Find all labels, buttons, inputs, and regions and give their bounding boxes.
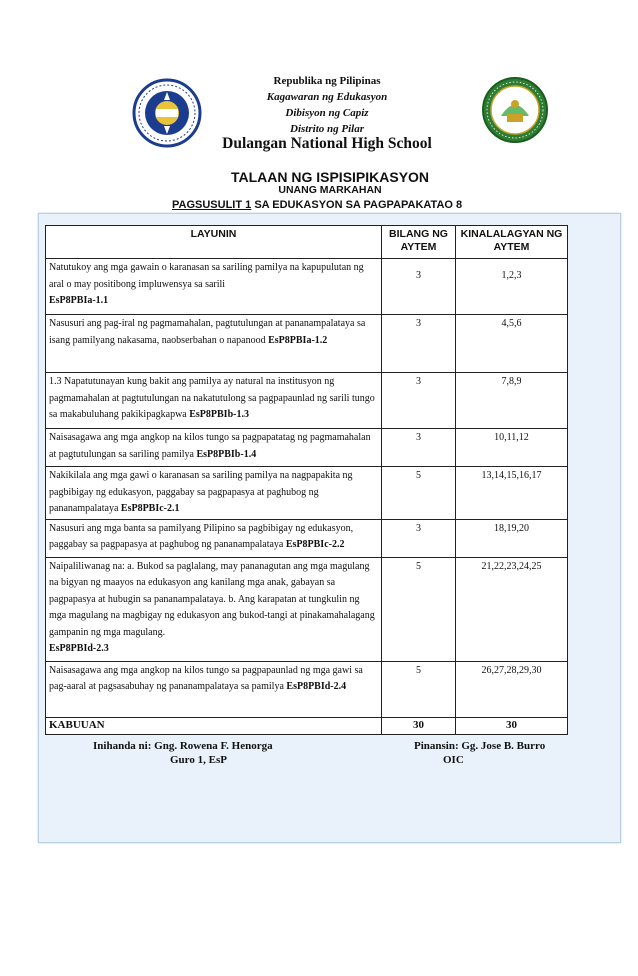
noted-by-title: OIC xyxy=(443,754,464,766)
item-numbers: 26,27,28,29,30 xyxy=(456,661,568,717)
competency-code: EsP8PBIc-2.1 xyxy=(120,503,180,514)
table-row xyxy=(46,519,568,557)
item-numbers: 7,8,9 xyxy=(456,373,568,429)
item-numbers: 18,19,20 xyxy=(456,519,568,557)
table-row xyxy=(46,429,568,467)
table-row xyxy=(46,467,568,520)
item-count: 3 xyxy=(382,373,456,429)
objective-text: Naipaliliwanag na: a. Bukod sa paglalang, may pananagutan ang mga magulang na bigyan ng maayos na edukasyon ang kanilang mga anak, gabayan sa pagpapasya at hubugin sa pananampalataya. b. Ang karapatan at tungkulin ng mga magulang na magbigay ng edukasyon ang bukod-tangi at pinakamahalagang gampanin ng mga magulang. xyxy=(49,560,375,638)
objective-cell xyxy=(46,519,382,557)
competency-code: EsP8PBId-2.4 xyxy=(286,681,347,692)
table-row xyxy=(46,259,568,315)
objective-cell xyxy=(46,467,382,520)
table-row xyxy=(46,315,568,373)
item-numbers: 10,11,12 xyxy=(456,429,568,467)
objective-text: Nasusuri ang pag-iral ng pagmamahalan, pagtutulungan at pananampalataya sa isang pamilyang nakasama, naobserbahan o napanood xyxy=(49,318,366,346)
total-label: KABUUAN xyxy=(46,717,382,734)
document-title: TALAAN NG ISPISIPIKASYON xyxy=(230,169,430,185)
objective-text: Nakikilala ang mga gawi o karanasan sa sariling pamilya na nagpapakita ng pagbibigay ng edukasyon, paggabay sa pagpapasya at paghubog ng pananampalataya xyxy=(49,470,353,514)
competency-code: EsP8PBIa-1.2 xyxy=(268,334,328,346)
republic-line: Republika ng Pilipinas xyxy=(273,75,381,87)
header-bilang: BILANG NG AYTEM xyxy=(382,226,456,259)
item-numbers: 21,22,23,24,25 xyxy=(456,557,568,661)
table-row xyxy=(46,661,568,717)
item-numbers: 1,2,3 xyxy=(456,259,568,315)
objective-text: 1.3 Napatutunayan kung bakit ang pamilya ay natural na institusyon ng pagmamahalan at pagtutulungan na nakatutulong sa pagpapaunlad ng sarili tungo sa makabuluhang pakikipagkapwa xyxy=(49,376,375,420)
header-kinalalagyan: KINALALAGYAN NG AYTEM xyxy=(456,226,568,259)
competency-code: EsP8PBIa-1.1 xyxy=(49,295,109,306)
district-line: Distrito ng Pilar xyxy=(290,123,364,135)
specification-table xyxy=(45,225,568,735)
competency-code: EsP8PBId-2.3 xyxy=(49,643,109,654)
item-count: 3 xyxy=(382,259,456,315)
total-count: 30 xyxy=(382,717,456,734)
item-count: 5 xyxy=(382,661,456,717)
exam-title xyxy=(172,199,492,211)
objective-text: Nasusuri ang mga banta sa pamilyang Pilipino sa pagbibigay ng edukasyon, paggabay sa pagpapasya at paghubog ng pananampalataya xyxy=(49,522,354,550)
exam-title-prefix: PAGSUSULIT 1 xyxy=(172,199,252,211)
objective-cell xyxy=(46,429,382,467)
objective-cell xyxy=(46,661,382,717)
school-name: Dulangan National High School xyxy=(222,135,432,152)
header-layunin: LAYUNIN xyxy=(46,226,382,259)
objective-text: Naisasagawa ang mga angkop na kilos tungo sa pagpapaunlad ng mga gawi sa pag-aaral at pagsasabuhay ng pananampalataya sa pamilya xyxy=(49,664,363,692)
prepared-by-title: Guro 1, EsP xyxy=(170,754,227,766)
total-row xyxy=(46,717,568,734)
school-seal-logo xyxy=(481,76,549,144)
item-count: 5 xyxy=(382,467,456,520)
table-row xyxy=(46,557,568,661)
objective-text: Natutukoy ang mga gawain o karanasan sa sariling pamilya na kapupulutan ng aral o may positibong impluwensya sa sarili xyxy=(49,262,364,290)
table-row xyxy=(46,373,568,429)
item-count: 3 xyxy=(382,429,456,467)
division-line: Dibisyon ng Capiz xyxy=(285,107,369,119)
deped-seal-logo xyxy=(132,78,202,148)
objective-cell xyxy=(46,259,382,315)
objective-text: Naisasagawa ang mga angkop na kilos tungo sa pagpapatatag ng pagmamahalan at pagtutulungan sa sariling pamilya xyxy=(49,432,371,460)
competency-code: EsP8PBIb-1.4 xyxy=(196,448,257,460)
item-count: 5 xyxy=(382,557,456,661)
item-numbers: 4,5,6 xyxy=(456,315,568,373)
department-line: Kagawaran ng Edukasyon xyxy=(266,91,388,103)
exam-title-rest: SA EDUKASYON SA PAGPAPAKATAO 8 xyxy=(251,199,463,211)
total-items: 30 xyxy=(456,717,568,734)
table-header-row xyxy=(46,226,568,259)
item-count: 3 xyxy=(382,519,456,557)
document-subtitle: UNANG MARKAHAN xyxy=(278,184,382,196)
letterhead xyxy=(200,73,454,137)
competency-code: EsP8PBIc-2.2 xyxy=(285,539,345,550)
prepared-by: Inihanda ni: Gng. Rowena F. Henorga xyxy=(93,740,273,752)
objective-cell xyxy=(46,315,382,373)
item-count: 3 xyxy=(382,315,456,373)
competency-code: EsP8PBIb-1.3 xyxy=(189,409,249,420)
noted-by: Pinansin: Gg. Jose B. Burro xyxy=(414,740,546,752)
item-numbers: 13,14,15,16,17 xyxy=(456,467,568,520)
objective-cell xyxy=(46,557,382,661)
objective-cell xyxy=(46,373,382,429)
